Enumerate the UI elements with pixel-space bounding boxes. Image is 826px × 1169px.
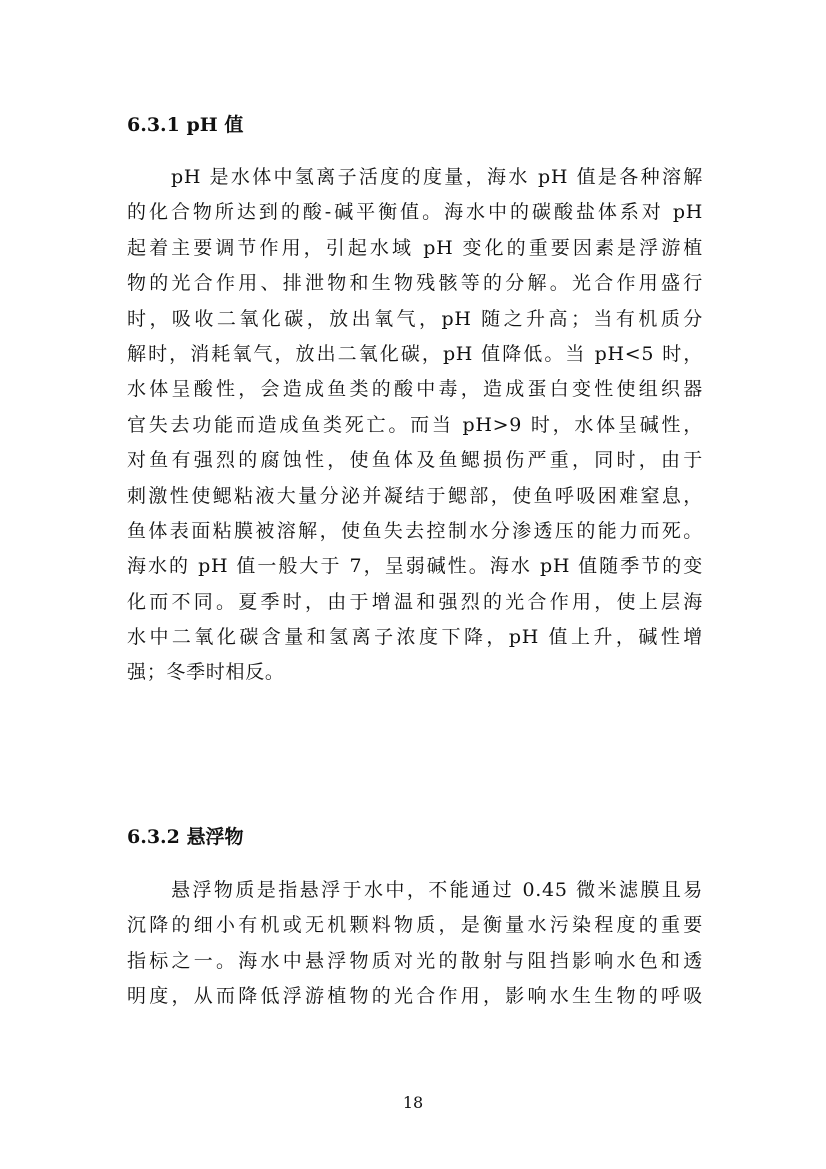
paragraph-line: 海水的 pH 值一般大于 7，呈弱碱性。海水 pH 值随季节的变 (127, 555, 703, 578)
paragraph-line: 解时，消耗氧气，放出二氧化碳，pH 值降低。当 pH<5 时， (127, 342, 703, 365)
section-heading-ph: 6.3.1 pH 值 (127, 114, 244, 136)
paragraph-suspended-matter (127, 873, 703, 1015)
paragraph-line: 时，吸收二氧化碳，放出氧气，pH 随之升高；当有机质分 (127, 307, 703, 330)
paragraph-line: pH 是水体中氢离子活度的度量，海水 pH 值是各种溶解 (171, 166, 703, 188)
paragraph-line: 指标之一。海水中悬浮物质对光的散射与阻挡影响水色和透 (127, 949, 703, 972)
paragraph-line: 水体呈酸性，会造成鱼类的酸中毒，造成蛋白变性使组织器 (127, 378, 703, 401)
paragraph-line: 悬浮物质是指悬浮于水中，不能通过 0.45 微米滤膜且易 (171, 879, 703, 901)
page-number: 18 (402, 1093, 424, 1112)
paragraph-line: 官失去功能而造成鱼类死亡。而当 pH>9 时，水体呈碱性， (127, 413, 703, 436)
paragraph-ph (127, 160, 703, 691)
paragraph-line: 起着主要调节作用，引起水域 pH 变化的重要因素是浮游植 (127, 236, 703, 259)
paragraph-line: 对鱼有强烈的腐蚀性，使鱼体及鱼鳃损伤严重，同时，由于 (127, 449, 703, 472)
paragraph-line: 水中二氧化碳含量和氢离子浓度下降，pH 值上升，碱性增 (127, 626, 703, 649)
paragraph-line: 沉降的细小有机或无机颗料物质，是衡量水污染程度的重要 (127, 914, 703, 937)
paragraph-line: 刺激性使鳃粘液大量分泌并凝结于鳃部，使鱼呼吸困难窒息， (127, 484, 703, 507)
paragraph-line: 物的光合作用、排泄物和生物残骸等的分解。光合作用盛行 (127, 272, 703, 295)
paragraph-line: 强；冬季时相反。 (127, 661, 285, 684)
section-heading-suspended-matter: 6.3.2 悬浮物 (127, 826, 244, 848)
paragraph-line: 化而不同。夏季时，由于增温和强烈的光合作用，使上层海 (127, 590, 703, 613)
paragraph-line: 鱼体表面粘膜被溶解，使鱼失去控制水分渗透压的能力而死。 (127, 519, 703, 542)
paragraph-line: 明度，从而降低浮游植物的光合作用，影响水生生物的呼吸 (127, 985, 703, 1008)
paragraph-line: 的化合物所达到的酸-碱平衡值。海水中的碳酸盐体系对 pH (127, 201, 703, 224)
